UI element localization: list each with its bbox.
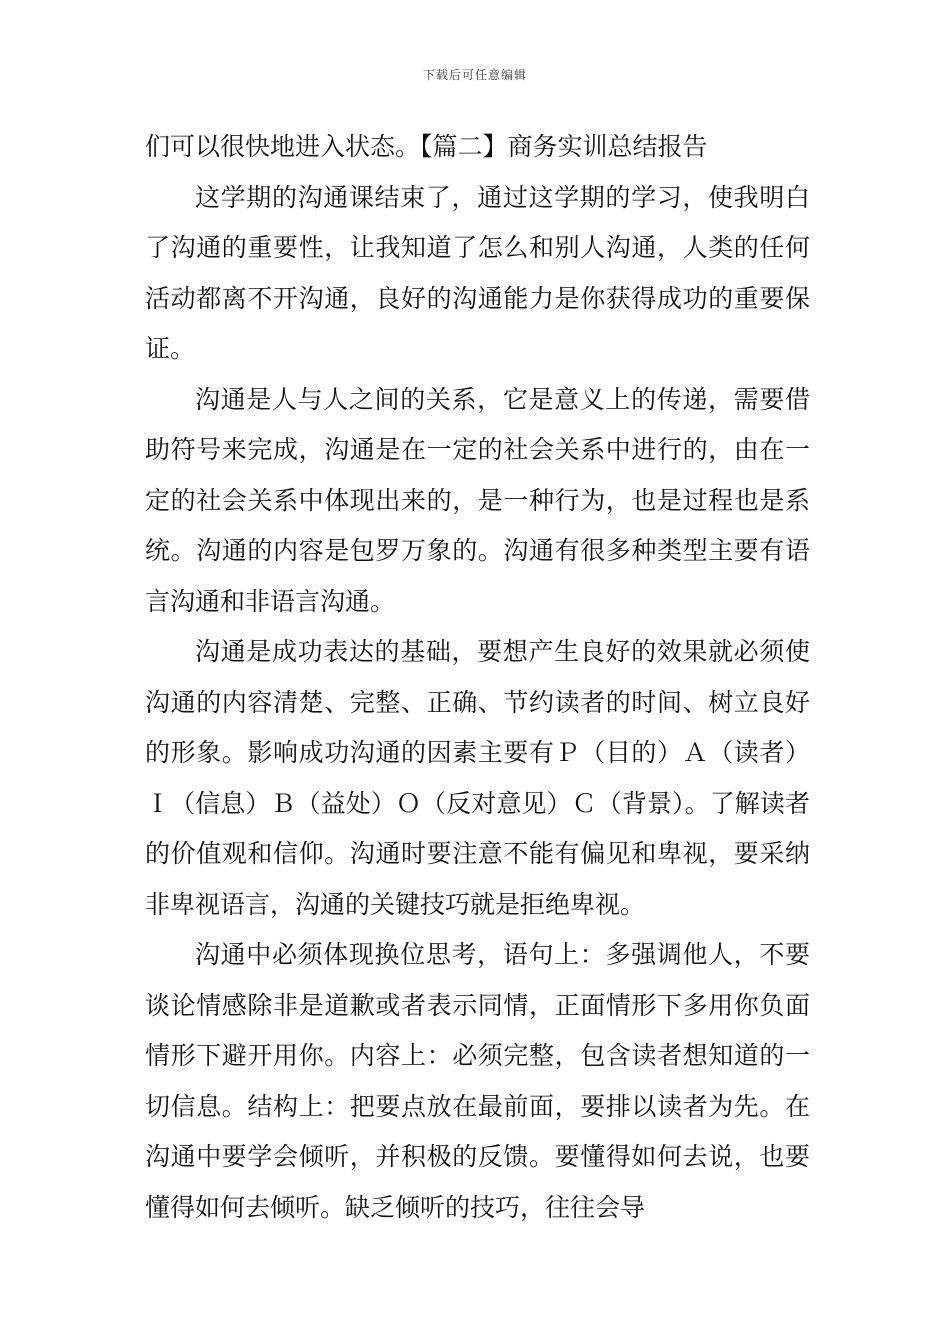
paragraph-continuation: 们可以很快地进入状态。【篇二】商务实训总结报告 [145, 132, 708, 161]
page-header: 下载后可任意编辑 [422, 68, 527, 82]
document-body [145, 122, 810, 1233]
paragraph: 沟通是成功表达的基础，要想产生良好的效果就必须使沟通的内容清楚、完整、正确、节约读者的时间、树立良好的形象。影响成功沟通的因素主要有Ｐ（目的）Ａ（读者）Ｉ（信息）Ｂ（益处）Ｏ（反对意见）Ｃ（背景）。了解读者的价值观和信仰。沟通时要注意不能有偏见和卑视，要采纳非卑视语言，沟通的关键技巧就是拒绝卑视。 [145, 637, 810, 919]
paragraph: 这学期的沟通课结束了，通过这学期的学习，使我明白了沟通的重要性，让我知道了怎么和别人沟通，人类的任何活动都离不开沟通，良好的沟通能力是你获得成功的重要保证。 [145, 182, 810, 363]
paragraph: 沟通是人与人之间的关系，它是意义上的传递，需要借助符号来完成，沟通是在一定的社会关系中进行的，由在一定的社会关系中体现出来的，是一种行为，也是过程也是系统。沟通的内容是包罗万象的。沟通有很多种类型主要有语言沟通和非语言沟通。 [145, 384, 810, 616]
paragraph: 沟通中必须体现换位思考，语句上：多强调他人，不要谈论情感除非是道歉或者表示同情，正面情形下多用你负面情形下避开用你。内容上：必须完整，包含读者想知道的一切信息。结构上：把要点放在最前面，要排以读者为先。在沟通中要学会倾听，并积极的反馈。要懂得如何去说，也要懂得如何去倾听。缺乏倾听的技巧，往往会导 [145, 940, 810, 1222]
